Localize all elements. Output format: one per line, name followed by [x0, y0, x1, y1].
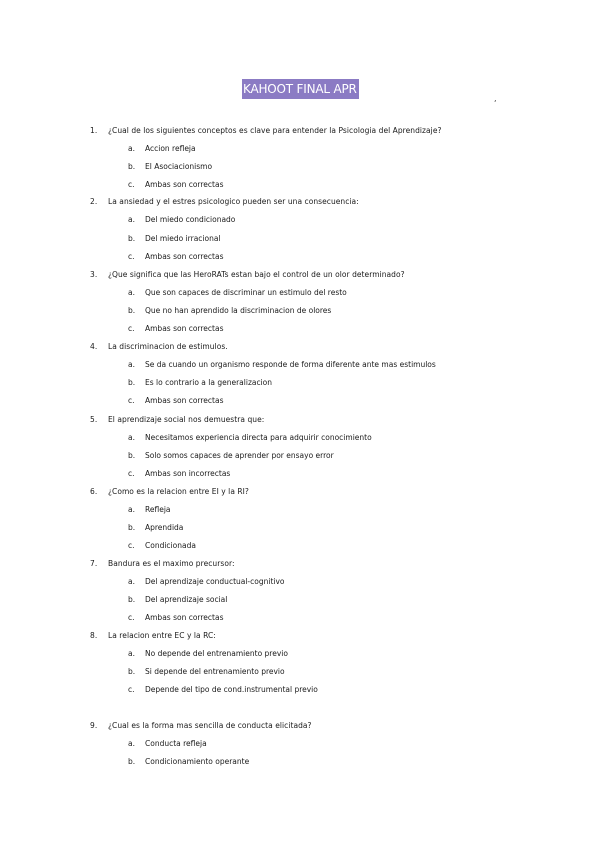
- question-6: 6. ¿Como es la relacion entre EI y la RI?: [90, 487, 249, 496]
- question-1: 1. ¿Cual de los siguientes conceptos es clave para entender la Psicologia del Aprendizaje?: [90, 126, 442, 135]
- document-title: KAHOOT FINAL APR: [242, 79, 359, 99]
- option-4a: a. Se da cuando un organismo responde de forma diferente ante mas estimulos: [128, 360, 436, 369]
- question-8: 8. La relacion entre EC y la RC:: [90, 631, 216, 640]
- option-9b: b. Condicionamiento operante: [128, 757, 250, 766]
- option-7a: a. Del aprendizaje conductual-cognitivo: [128, 577, 285, 586]
- option-5a: a. Necesitamos experiencia directa para adquirir conocimiento: [128, 433, 372, 442]
- option-1c: c. Ambas son correctas: [128, 180, 224, 189]
- option-5c: c. Ambas son incorrectas: [128, 469, 231, 478]
- option-6c: c. Condicionada: [128, 541, 196, 550]
- option-8b: b. Si depende del entrenamiento previo: [128, 667, 285, 676]
- option-8a: a. No depende del entrenamiento previo: [128, 649, 288, 658]
- question-5: 5. El aprendizaje social nos demuestra que:: [90, 415, 265, 424]
- question-3: 3. ¿Que significa que las HeroRATs estan bajo el control de un olor determinado?: [90, 270, 405, 279]
- option-6a: a. Refleja: [128, 505, 171, 514]
- option-3a: a. Que son capaces de discriminar un estimulo del resto: [128, 288, 347, 297]
- question-9: 9. ¿Cual es la forma mas sencilla de conducta elicitada?: [90, 721, 312, 730]
- option-1b: b. El Asociacionismo: [128, 162, 213, 171]
- option-4c: c. Ambas son correctas: [128, 396, 224, 405]
- option-5b: b. Solo somos capaces de aprender por ensayo error: [128, 451, 334, 460]
- option-6b: b. Aprendida: [128, 523, 184, 532]
- question-7: 7. Bandura es el maximo precursor:: [90, 559, 235, 568]
- option-7c: c. Ambas son correctas: [128, 613, 224, 622]
- stray-mark: ,: [494, 94, 497, 103]
- option-7b: b. Del aprendizaje social: [128, 595, 228, 604]
- option-3b: b. Que no han aprendido la discriminacion de olores: [128, 306, 332, 315]
- option-8c: c. Depende del tipo de cond.instrumental previo: [128, 685, 318, 694]
- option-1a: a. Accion refleja: [128, 144, 196, 153]
- option-4b: b. Es lo contrario a la generalizacion: [128, 378, 273, 387]
- option-3c: c. Ambas son correctas: [128, 324, 224, 333]
- option-2b: b. Del miedo irracional: [128, 234, 221, 243]
- option-2a: a. Del miedo condicionado: [128, 215, 236, 224]
- question-4: 4. La discriminacion de estimulos.: [90, 342, 228, 351]
- option-2c: c. Ambas son correctas: [128, 252, 224, 261]
- question-2: 2. La ansiedad y el estres psicologico pueden ser una consecuencia:: [90, 197, 359, 206]
- option-9a: a. Conducta refleja: [128, 739, 207, 748]
